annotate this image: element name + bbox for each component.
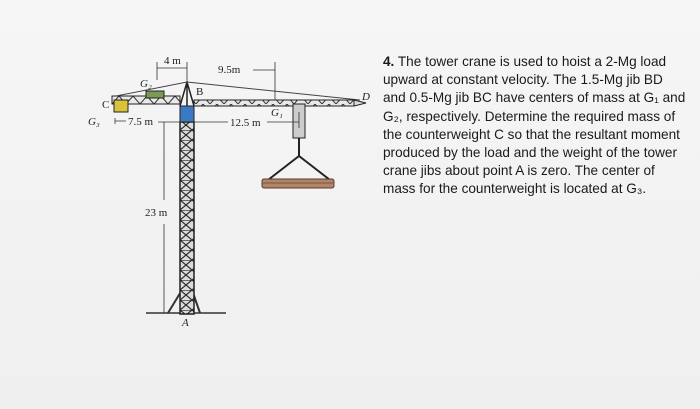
problem-statement — [383, 53, 688, 199]
dim-23m-label: 23 m — [145, 207, 168, 219]
g2-marker — [146, 91, 164, 98]
problem-number: 4. — [383, 54, 395, 69]
dim-7-5m-label: 7.5 m — [128, 116, 154, 128]
tower-mast — [180, 122, 194, 314]
dim-9-5m-line — [253, 62, 275, 100]
label-a: A — [182, 317, 189, 329]
label-c: C — [102, 99, 110, 111]
main-jib — [194, 100, 354, 106]
label-g1: G₁ — [271, 107, 283, 119]
label-g2: G₂ — [140, 78, 152, 90]
label-g3: G₃ — [88, 116, 100, 128]
label-d: D — [362, 91, 370, 103]
mast-peak — [180, 82, 194, 106]
dim-7-5m-line — [115, 118, 126, 124]
dim-4m-label: 4 m — [164, 55, 181, 67]
problem-text: The tower crane is used to hoist a 2-Mg load upward at constant velocity. The 1.5-Mg jib BD and 0.5-Mg jib BC have centers of mass at G₁ and G₂, respectively. Determine the required mass of the counterweight C so that the resultant moment produced by the load and the weight of the tower crane jibs about point A is zero. The center of mass for the counterweight is located at G₃. — [383, 54, 686, 197]
tower-mast-top — [180, 106, 194, 122]
dim-9-5m-label: 9.5m — [218, 64, 241, 76]
label-b: B — [196, 86, 204, 98]
dim-12-5m-label: 12.5 m — [230, 117, 261, 129]
counterweight — [114, 100, 128, 112]
sling — [268, 156, 330, 180]
